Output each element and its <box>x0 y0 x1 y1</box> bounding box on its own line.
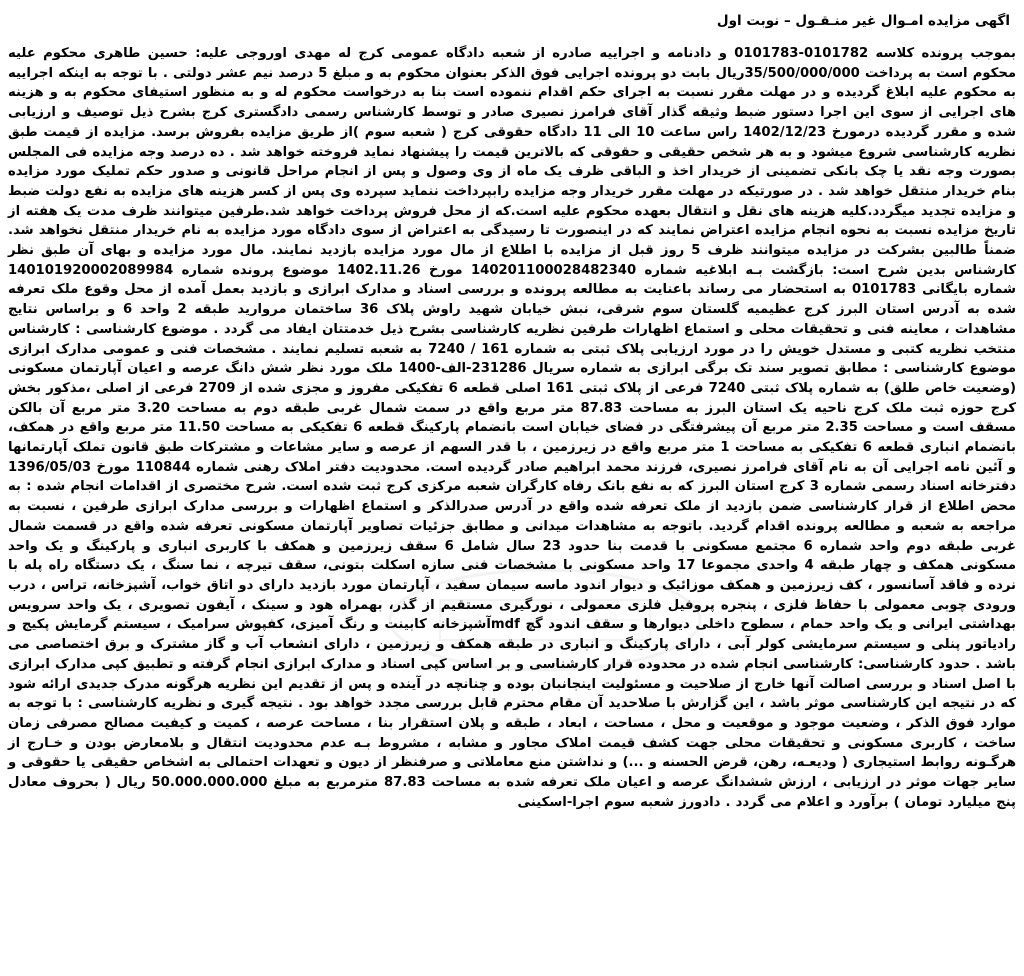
case-numbers: 0101783-0101782 <box>734 46 869 61</box>
claim-amount: 35/500/000/000 <box>744 65 860 81</box>
notice-text-part-3: ریال بابت دو پرونده اجرایی فوق الذکر بعنوان محکوم به و مبلغ 5 درصد نیم عشر دولتی . با توجه به اینکه اجراییه به محکوم علیه ابلاغ گردیده و در مهلت مقرر نسبت به اجرای حکم اقدام ننموده است بنا به درخواست محکوم له و به منظور استیفای محکوم به و هزینه های اجرایی از سوی این اجرا دستور ضبط وثیقه گذار آقای فرامرز نصیری صادر و توسط کارشناس رسمی دادگستری کرج بشرح ذیل توصیف و ارزیابی شده و مقرر گردیده درمورخ 1402/12/23 راس ساعت 10 الی 11 دادگاه حقوقی کرج ( شعبه سوم )از طریق مزایده بفروش برسد. مزایده از قیمت طبق نظریه کارشناسی شروع میشود و به هر شخص حقیقی و حقوقی که بالاترین قیمت را پیشنهاد نماید فروخته خواهد شد . ده درصد وجه مزایده فی المجلس بصورت وجه نقد یا چک بانکی تضمینی از خریدار اخذ و الباقی ظرف یک ماه از وی وصول و پس از انجام مراحل قانونی و صدور حکم تملیک مورد مزایده بنام خریدار منتقل خواهد شد . در صورتیکه در مهلت مقرر خریدار وجه مزایده رابپرداخت ننماید سپرده وی پس از کسر هزینه های مزایده به نفع دولت ضبط و مزایده تجدید میگردد.کلیه هزینه های نقل و انتقال بعهده محکوم علیه است.که از محل فروش پرداخت خواهد شد.طرفین میتوانند ظرف مدت یک هفته از تاریخ مزایده نسبت به نحوه انجام مزایده اعتراض نمایند که در اینصورت تا رسیدگی به اعتراض از سوی دادگاه مورد مزایده به نام خریدار منتقل نخواهد شد. ضمناً طالبین بشرکت در مزایده میتوانند ظرف 5 روز قبل از مزایده با اطلاع از مال مورد مزایده بازدید نمایند. مال مورد مزایده و بهای آن طبق نظر کارشناس بدین شرح است: بازگشت بـه ابلاغیه شماره 140201100028482340 مورخ 1402.11.26 موضوع پرونده شماره 140101920002089984 شماره بایگانی 0101783 به استحضار می رساند باعنایت به مطالعه پرونده و بررسی اسناد و مدارک ابرازی و بازدید بعمل آمده از محل وقوع ملک تعرفه شده به آدرس استان البرز کرج عظیمیه گلستان سوم شرقی، نبش خیابان شهید راوش پلاک 36 ساختمان مروارید طبقه 2 واحد 6 و براساس نتایج مشاهدات ، معاینه فنی و تحقیقات محلی و استماع اظهارات طرفین نظریه کارشناسی بشرح ذیل خدمتتان ایفاد می گردد . موضوع کارشناسی : کارشناس منتخب نظریه کتبی و مستدل خویش را در مورد ارزیابی پلاک ثبتی به شماره 161 / 7240 به شعبه تسلیم نمایند . مشخصات فنی و عمومی مدارک ابرازی موضوع کارشناسی : مطابق تصویر سند تک برگی ابرازی به شماره سریال 231286-الف-1400 ملک مورد نظر شش دانگ عرصه و اعیان آپارتمان مسکونی (وضعیت خاص طلق) به شماره پلاک ثبتی 7240 فرعی از پلاک ثبتی 161 اصلی قطعه 6 تفکیکی مفروز و مجزی شده از 2709 فرعی از اصلی ،مذکور بخش کرج حوزه ثبت ملک کرج ناحیه یک استان البرز به مساحت 87.83 متر مربع واقع در سمت شمال غربی طبقه دوم به مساحت 3.20 متر مربع آن بالکن مسقف است و مساحت 2.35 متر مربع آن پیشرفتگی در فضای خیابان است بانضمام پارکینگ قطعه 6 تفکیکی به مساحت 11.50 متر مربع واقع در همکف، بانضمام انباری قطعه 6 تفکیکی به مساحت 1 متر مربع واقع در زیرزمین ، با قدر السهم از عرصه و سایر مشاعات و مشترکات طبق قانون تملک آپارتمانها و آئین نامه اجرایی آن به نام آقای فرامرز نصیری، فرزند محمد ابراهیم صادر گردیده است. محدودیت دفتر املاک رهنی شماره 110844 مورخ 1396/05/03 دفترخانه اسناد رسمی شماره 3 کرج استان البرز که به نفع بانک رفاه کارگران شعبه مرکزی کرج ثبت شده است. شرح مختصری از اقدامات انجام شده : به محض اطلاع از قرار کارشناسی ضمن بازدید از ملک تعرفه شده واقع در آدرس صدرالذکر و استماع اظهارات و بررسی مدارک ابرازی طرفین ، نسبت به مراجعه به شعبه و مطالعه پرونده اقدام گردید. باتوجه به مشاهدات میدانی و مطابق جزئیات تصاویر آپارتمان مسکونی تعرفه شده واقع در قسمت شمال غربی طبقه دوم واحد شماره 6 مجتمع مسکونی با قدمت بنا حدود 23 سال شامل 6 سقف زیرزمین و همکف با کاربری انباری و پارکینگ و یک واحد مسکونی همکف و چهار طبقه 4 واحدی مجموعا 17 واحد مسکونی با مشخصات فنی سازه اسکلت بتونی، سقف تیرچه ، نما سنگ ، یک دستگاه راه پله با نرده و فاقد آسانسور ، کف زیرزمین و همکف موزائیک و دیوار اندود ماسه سیمان سفید ، آپارتمان مورد بازدید دارای دو اتاق خواب، آشپزخانه، تراس ، درب ورودی چوبی معمولی با حفاظ فلزی ، پنجره پروفیل فلزی معمولی ، نورگیری مستقیم از گذر، بهمراه هود و سینک ، آیفون تصویری ، یک واحد سرویس بهداشتی ایرانی و یک واحد حمام ، سطوح داخلی دیوارها و سقف اندود گچ mdfآشپزخانه کابینت و رنگ آمیزی، کفپوش سرامیک ، سیستم گرمایش پکیج و رادیاتور پنلی و سیستم سرمایشی کولر آبی ، دارای پارکینگ و انباری در طبقه همکف و زیرزمین ، دارای انشعاب آب و گاز مشترک و برق اختصاصی می باشد . حدود کارشناسی: کارشناسی انجام شده در محدوده قرار کارشناسی و بر اساس کپی اسناد و مدارک ابرازی انجام گرفته و تطبیق کپی مدارک ابرازی با اصل اسناد و بررسی اصالت آنها خارج از صلاحیت و مسئولیت اینجانبان بوده و چنانچه در آینده و پس از تقدیم این نظریه هرگونه مدرک جدیدی ارائه شود که در نتیجه این کارشناسی موثر باشد ، این گزارش با صلاحدید آن مقام محترم قابل بررسی مجدد خواهد بود . نتیجه گیری و نظریه کارشناسی : با توجه به موارد فوق الذکر ، وضعیت موجود و موقعیت و محل ، مساحت ، ابعاد ، طبقه و پلان استقرار بنا ، مساحت عرصه ، کمیت و کیفیت مصالح مصرفی زمان ساخت ، کاربری مسکونی و تحقیقات محلی جهت کشف قیمت املاک مجاور و مشابه ، مشروط بـه عدم محدودیت انتقال و بلامعارض بودن و خـارج از هرگـونه روابط استیجاری ( ودیعـه، رهن، قرض الحسنه و ...) و نداشتن منع معاملاتی و صرفنظر از دیون و تعهدات احتمالی به اشخاص حقیقی یا حقوقی و سایر جهات موثر در ارزیابی ، ارزش ششدانگ عرصه و اعیان ملک تعرفه شده به مساحت 87.83 مترمربع به مبلغ <box>8 65 1017 791</box>
notice-title: اگهی مزایده امـوال غیر منـقـول – نوبت اول <box>716 13 1010 29</box>
notice-body <box>8 44 1016 812</box>
appraisal-amount: 50.000.000.000 <box>151 775 268 791</box>
notice-text-part-2: و دادنامه و اجراییه صادره از شعبه دادگاه عمومی کرج له مهدی اوروجی علیه: حسین طاهری محکوم علیه محکوم است به پرداخت <box>8 46 1016 81</box>
notice-text-part-4: ریال ( بحروف معادل پنج میلیارد تومان ) برآورد و اعلام می گردد . دادورز شعبه سوم اجرا-اسکینی <box>8 775 1016 810</box>
notice-text-part-1: بموجب پرونده کلاسه <box>868 46 1016 61</box>
